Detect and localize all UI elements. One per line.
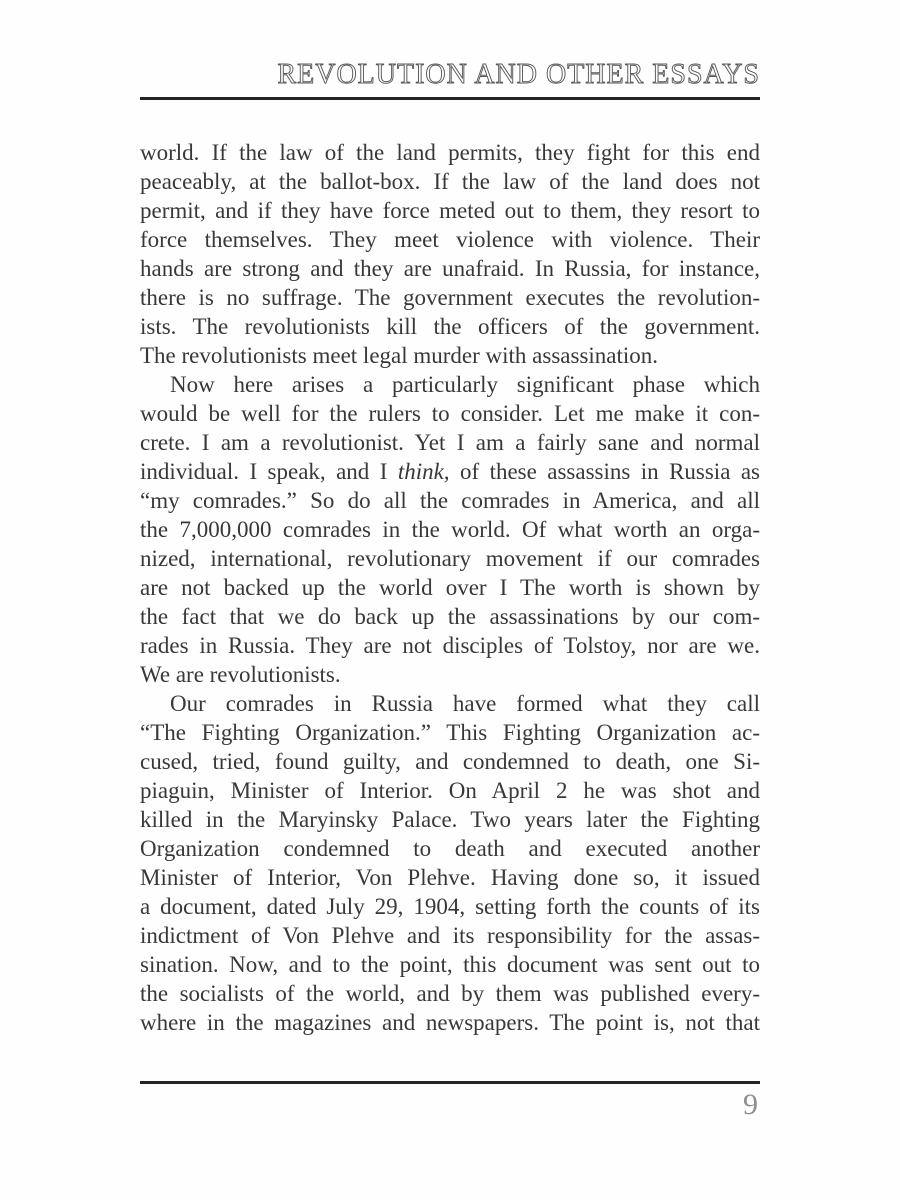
text-line: cused, tried, found guilty, and condemned to death, one Si- [140, 749, 760, 774]
text-line: Our comrades in Russia have formed what they call [170, 691, 760, 716]
text-line: force themselves. They meet violence with violence. Their [140, 227, 760, 252]
text-line: hands are strong and they are unafraid. In Russia, for instance, [140, 256, 760, 281]
text-line: ists. The revolutionists kill the officers of the government. [140, 314, 760, 339]
header-rule [140, 97, 760, 100]
text-line: Minister of Interior, Von Plehve. Having done so, it issued [140, 865, 760, 890]
text-line: Now here arises a particularly significant phase which [170, 372, 760, 397]
paragraph [140, 370, 760, 689]
text-line: “The Fighting Organization.” This Fighting Organization ac- [140, 720, 760, 745]
text-line: We are revolutionists. [140, 662, 341, 687]
text-line: individual. I speak, and I think, of these assassins in Russia as [140, 459, 760, 484]
text-line: a document, dated July 29, 1904, setting forth the counts of its [140, 894, 760, 919]
page-number: 9 [743, 1088, 758, 1121]
text-line: rades in Russia. They are not disciples of Tolstoy, nor are we. [140, 633, 760, 658]
text-line: nized, international, revolutionary movement if our comrades [140, 546, 760, 571]
body-text [140, 138, 760, 1037]
text-block [140, 0, 760, 1200]
text-line: the 7,000,000 comrades in the world. Of what worth an orga- [140, 517, 760, 542]
text-line: peaceably, at the ballot-box. If the law of the land does not [140, 169, 760, 194]
text-line: killed in the Maryinsky Palace. Two years later the Fighting [140, 807, 760, 832]
text-line: there is no suffrage. The government executes the revolution- [140, 285, 760, 310]
footer-rule [140, 1081, 760, 1084]
text-line: Organization condemned to death and executed another [140, 836, 760, 861]
text-line: indictment of Von Plehve and its responsibility for the assas- [140, 923, 760, 948]
text-line: the socialists of the world, and by them was published every- [140, 981, 760, 1006]
text-line: crete. I am a revolutionist. Yet I am a fairly sane and normal [140, 430, 760, 455]
text-line: world. If the law of the land permits, they fight for this end [140, 140, 760, 165]
text-line: permit, and if they have force meted out to them, they resort to [140, 198, 760, 223]
text-line: where in the magazines and newspapers. The point is, not that [140, 1010, 760, 1035]
paragraph [140, 138, 760, 370]
page-title: REVOLUTION AND OTHER ESSAYS [277, 59, 760, 90]
text-line: are not backed up the world over I The worth is shown by [140, 575, 760, 600]
paragraph [140, 689, 760, 1037]
text-line: sination. Now, and to the point, this document was sent out to [140, 952, 760, 977]
running-header [140, 60, 760, 94]
text-line: the fact that we do back up the assassinations by our com- [140, 604, 760, 629]
text-line: The revolutionists meet legal murder with assassination. [140, 343, 659, 368]
text-line: would be well for the rulers to consider. Let me make it con- [140, 401, 760, 426]
text-line: “my comrades.” So do all the comrades in America, and all [140, 488, 760, 513]
text-line: piaguin, Minister of Interior. On April 2 he was shot and [140, 778, 760, 803]
